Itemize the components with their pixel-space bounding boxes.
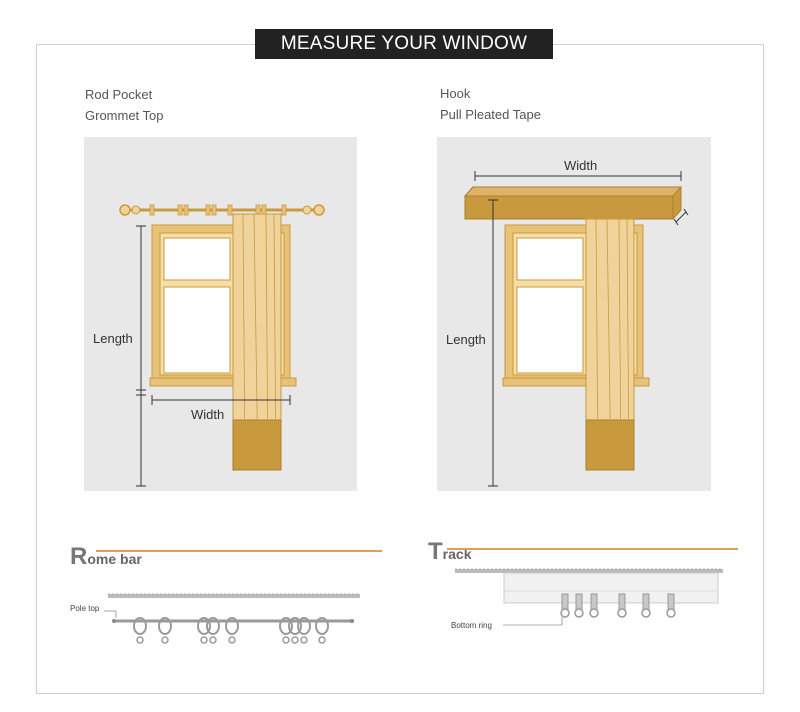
- rod-pocket-label: Rod Pocket: [85, 87, 153, 102]
- page-title: MEASURE YOUR WINDOW: [255, 29, 553, 59]
- track-title-rest: rack: [442, 546, 472, 562]
- right-width-label: Width: [564, 158, 598, 173]
- right-length-label: Length: [446, 332, 486, 347]
- grommet-top-label: Grommet Top: [85, 108, 164, 123]
- bottom-ring-callout: Bottom ring: [451, 621, 492, 630]
- pole-top-callout: Pole top: [70, 604, 100, 613]
- pull-pleated-tape-label: Pull Pleated Tape: [440, 107, 541, 122]
- track-initial: T: [428, 538, 443, 565]
- left-width-label: Width: [191, 407, 225, 422]
- rome-bar-title-rest: ome bar: [87, 551, 142, 567]
- hook-label: Hook: [440, 86, 471, 101]
- left-length-label: Length: [93, 331, 133, 346]
- rome-bar-initial: R: [70, 543, 88, 570]
